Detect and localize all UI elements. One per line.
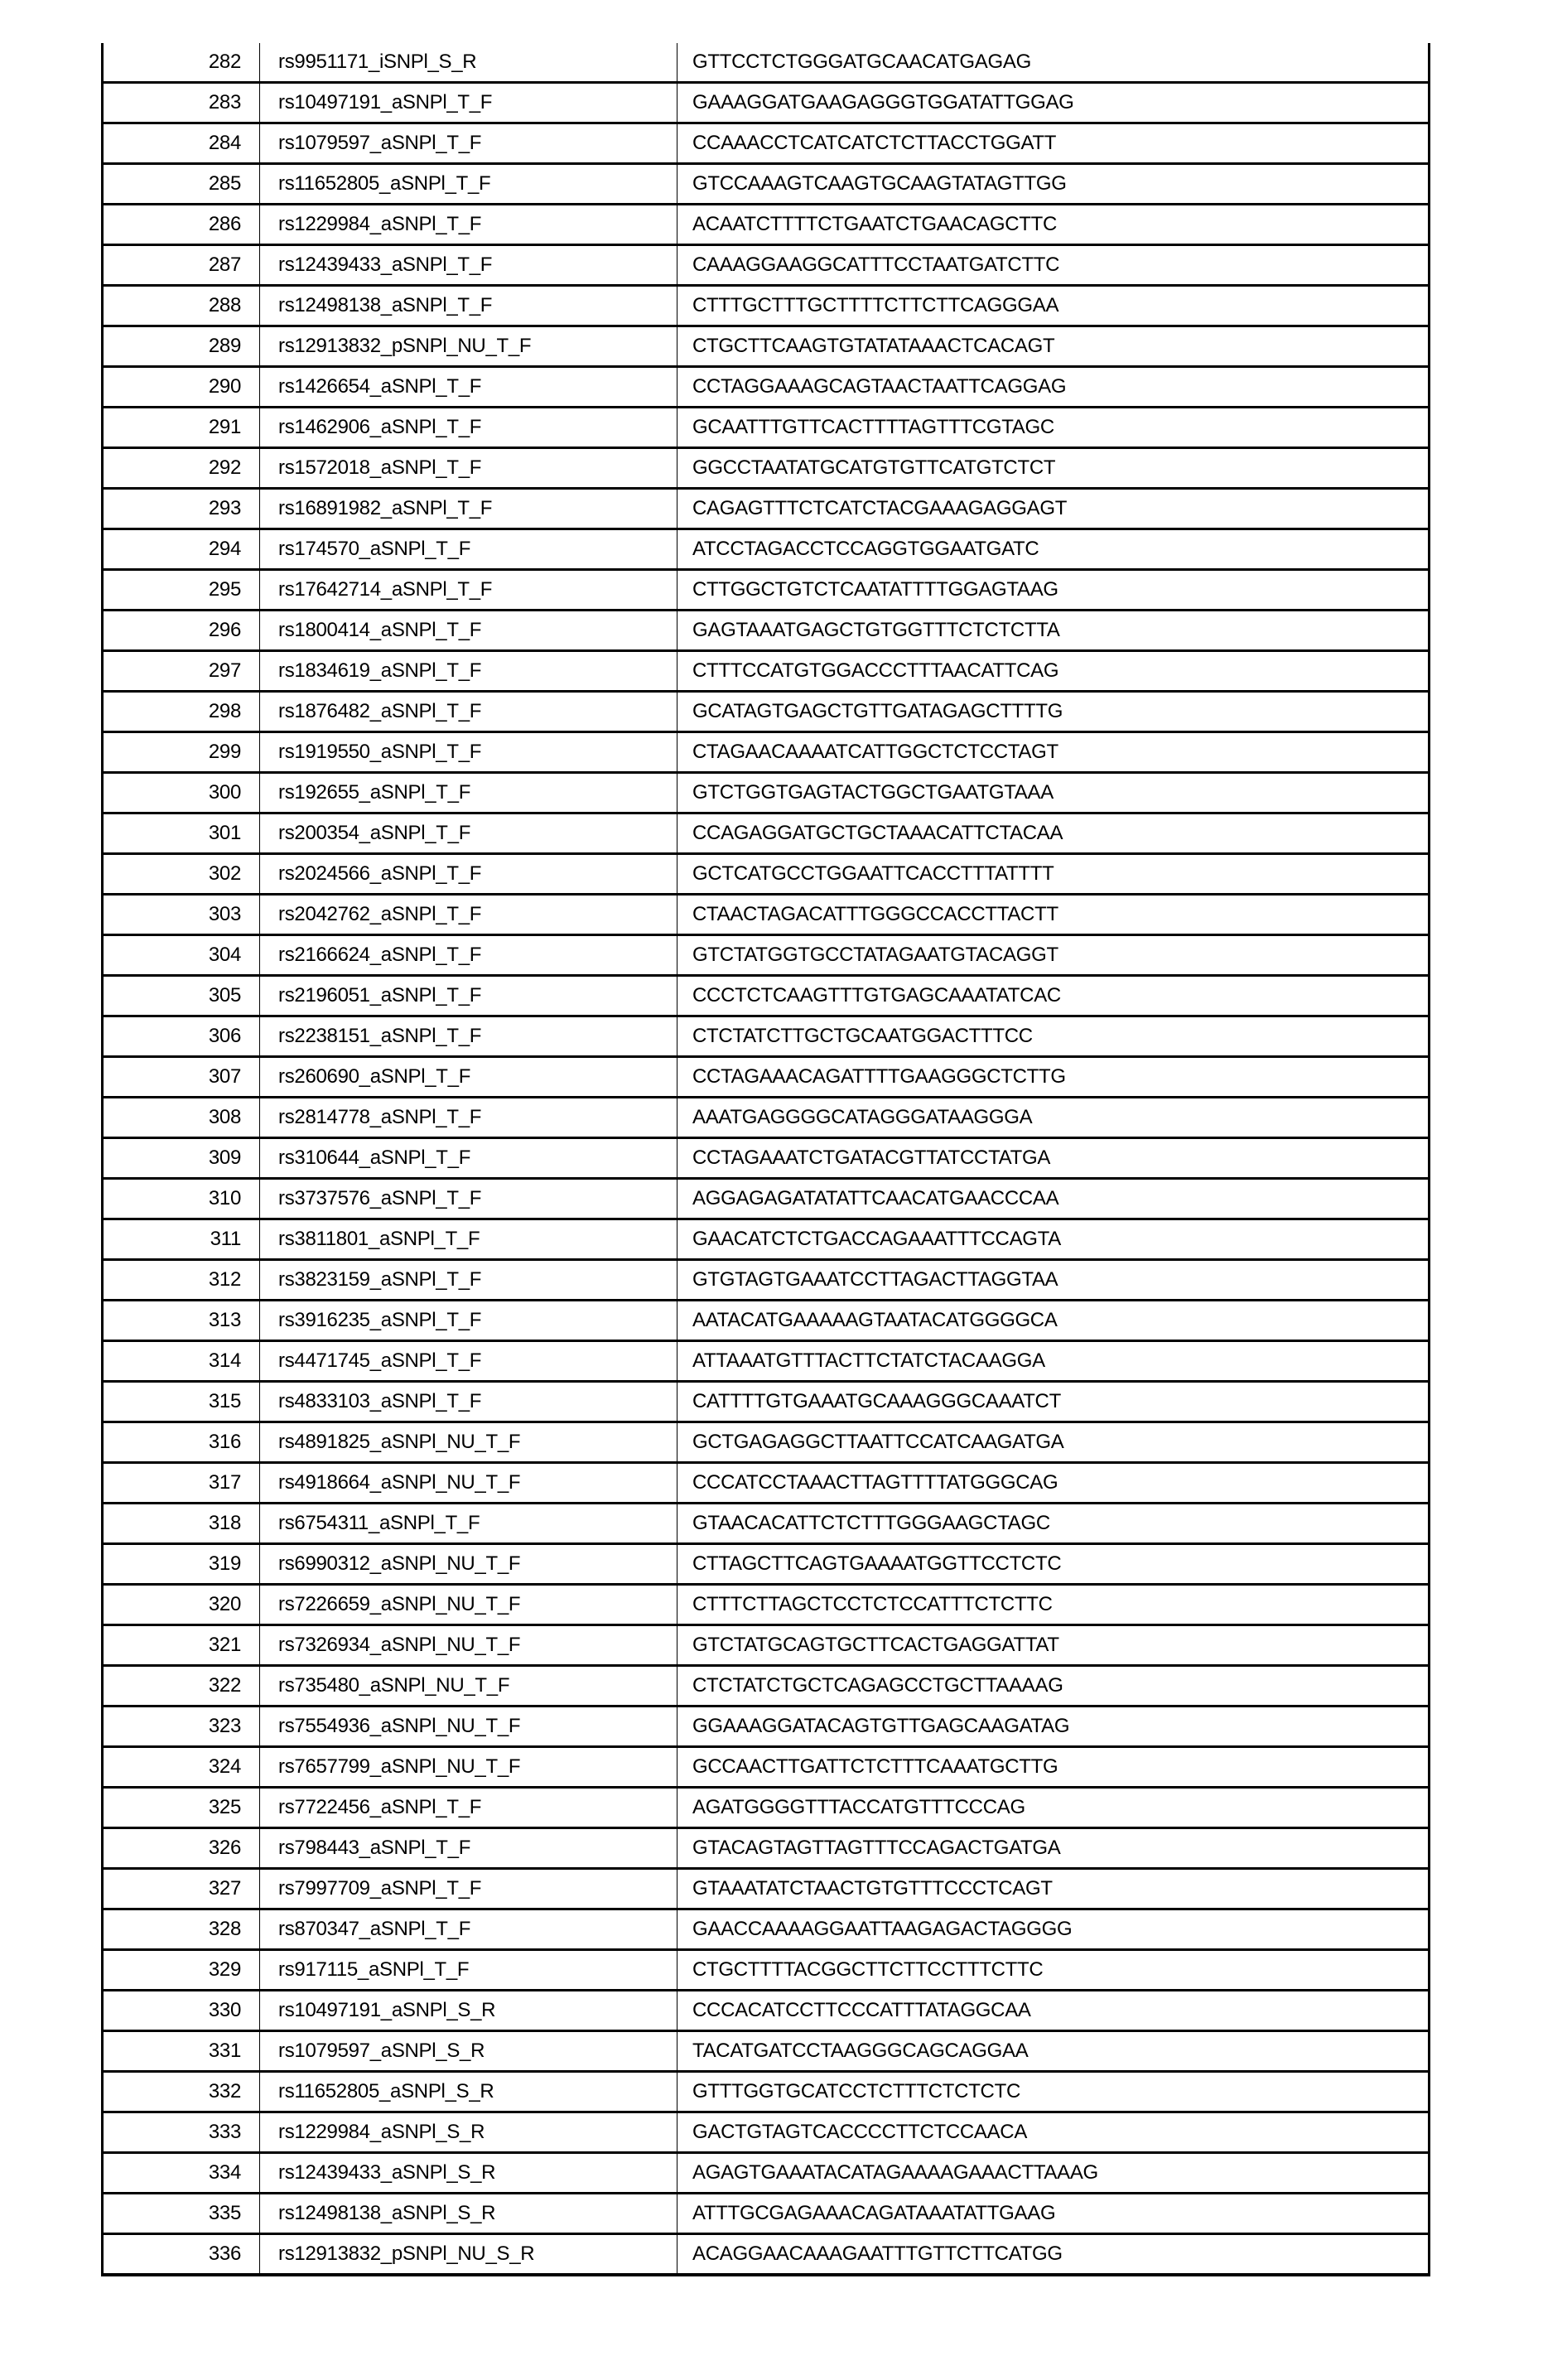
table-row — [103, 1179, 1430, 1219]
primer-table-body — [103, 43, 1430, 2275]
marker-name: rs11652805_aSNPl_T_F — [260, 164, 677, 205]
table-row — [103, 1504, 1430, 1544]
primer-sequence: GCTGAGAGGCTTAATTCCATCAAGATGA — [677, 1422, 1430, 1463]
row-number: 336 — [103, 2234, 260, 2276]
row-number: 313 — [103, 1301, 260, 1341]
marker-name: rs1079597_aSNPl_T_F — [260, 123, 677, 164]
primer-sequence: CTTTGCTTTGCTTTTCTTCTTCAGGGAA — [677, 286, 1430, 326]
table-row — [103, 1666, 1430, 1707]
marker-name: rs17642714_aSNPl_T_F — [260, 570, 677, 611]
row-number: 314 — [103, 1341, 260, 1382]
marker-name: rs1462906_aSNPl_T_F — [260, 408, 677, 448]
row-number: 334 — [103, 2153, 260, 2194]
table-row — [103, 367, 1430, 408]
primer-sequence: CTCTATCTGCTCAGAGCCTGCTTAAAAG — [677, 1666, 1430, 1707]
row-number: 323 — [103, 1707, 260, 1747]
row-number: 287 — [103, 245, 260, 286]
marker-name: rs1426654_aSNPl_T_F — [260, 367, 677, 408]
table-row — [103, 1098, 1430, 1138]
table-row — [103, 813, 1430, 854]
marker-name: rs3823159_aSNPl_T_F — [260, 1260, 677, 1301]
marker-name: rs2196051_aSNPl_T_F — [260, 976, 677, 1016]
table-row — [103, 286, 1430, 326]
marker-name: rs6754311_aSNPl_T_F — [260, 1504, 677, 1544]
primer-sequence: AATACATGAAAAAGTAATACATGGGGCA — [677, 1301, 1430, 1341]
row-number: 305 — [103, 976, 260, 1016]
marker-name: rs12439433_aSNPl_S_R — [260, 2153, 677, 2194]
primer-sequence: GCTCATGCCTGGAATTCACCTTTATTTT — [677, 854, 1430, 895]
row-number: 299 — [103, 732, 260, 773]
primer-sequence: CTAACTAGACATTTGGGCCACCTTACTT — [677, 895, 1430, 935]
primer-sequence: GCCAACTTGATTCTCTTTCAAATGCTTG — [677, 1747, 1430, 1788]
table-row — [103, 2194, 1430, 2234]
marker-name: rs870347_aSNPl_T_F — [260, 1909, 677, 1950]
row-number: 293 — [103, 489, 260, 529]
primer-sequence: GTCTGGTGAGTACTGGCTGAATGTAAA — [677, 773, 1430, 813]
table-row — [103, 1341, 1430, 1382]
marker-name: rs9951171_iSNPl_S_R — [260, 43, 677, 83]
marker-name: rs6990312_aSNPl_NU_T_F — [260, 1544, 677, 1585]
marker-name: rs174570_aSNPl_T_F — [260, 529, 677, 570]
table-row — [103, 1747, 1430, 1788]
table-row — [103, 732, 1430, 773]
row-number: 283 — [103, 83, 260, 123]
marker-name: rs917115_aSNPl_T_F — [260, 1950, 677, 1991]
row-number: 331 — [103, 2031, 260, 2072]
row-number: 303 — [103, 895, 260, 935]
primer-sequence: GTTCCTCTGGGATGCAACATGAGAG — [677, 43, 1430, 83]
row-number: 321 — [103, 1625, 260, 1666]
marker-name: rs260690_aSNPl_T_F — [260, 1057, 677, 1098]
marker-name: rs7326934_aSNPl_NU_T_F — [260, 1625, 677, 1666]
table-row — [103, 1382, 1430, 1422]
primer-sequence: CTTTCCATGTGGACCCTTTAACATTCAG — [677, 651, 1430, 692]
primer-sequence: GTTTGGTGCATCCTCTTTCTCTCTC — [677, 2072, 1430, 2112]
table-row — [103, 1544, 1430, 1585]
table-row — [103, 326, 1430, 367]
primer-sequence: GAACATCTCTGACCAGAAATTTCCAGTA — [677, 1219, 1430, 1260]
row-number: 290 — [103, 367, 260, 408]
primer-sequence: GTCTATGGTGCCTATAGAATGTACAGGT — [677, 935, 1430, 976]
table-row — [103, 1909, 1430, 1950]
table-row — [103, 1869, 1430, 1909]
table-row — [103, 1422, 1430, 1463]
row-number: 320 — [103, 1585, 260, 1625]
table-row — [103, 2153, 1430, 2194]
primer-sequence: GGAAAGGATACAGTGTTGAGCAAGATAG — [677, 1707, 1430, 1747]
table-row — [103, 245, 1430, 286]
primer-sequence: ACAGGAACAAAGAATTTGTTCTTCATGG — [677, 2234, 1430, 2276]
marker-name: rs3737576_aSNPl_T_F — [260, 1179, 677, 1219]
table-row — [103, 570, 1430, 611]
row-number: 327 — [103, 1869, 260, 1909]
marker-name: rs7657799_aSNPl_NU_T_F — [260, 1747, 677, 1788]
table-row — [103, 1625, 1430, 1666]
row-number: 307 — [103, 1057, 260, 1098]
primer-sequence: ATCCTAGACCTCCAGGTGGAATGATC — [677, 529, 1430, 570]
primer-sequence: GTGTAGTGAAATCCTTAGACTTAGGTAA — [677, 1260, 1430, 1301]
primer-sequence: AAATGAGGGGCATAGGGATAAGGGA — [677, 1098, 1430, 1138]
primer-sequence: GCAATTTGTTCACTTTTAGTTTCGTAGC — [677, 408, 1430, 448]
table-row — [103, 854, 1430, 895]
row-number: 298 — [103, 692, 260, 732]
primer-sequence: CTGCTTTTACGGCTTCTTCCTTTCTTC — [677, 1950, 1430, 1991]
primer-sequence: CTGCTTCAAGTGTATATAAACTCACAGT — [677, 326, 1430, 367]
primer-table — [101, 43, 1430, 2276]
table-row — [103, 651, 1430, 692]
row-number: 310 — [103, 1179, 260, 1219]
marker-name: rs1079597_aSNPl_S_R — [260, 2031, 677, 2072]
table-row — [103, 1301, 1430, 1341]
row-number: 324 — [103, 1747, 260, 1788]
marker-name: rs7226659_aSNPl_NU_T_F — [260, 1585, 677, 1625]
primer-sequence: AGGAGAGATATATTCAACATGAACCCAA — [677, 1179, 1430, 1219]
marker-name: rs1800414_aSNPl_T_F — [260, 611, 677, 651]
row-number: 284 — [103, 123, 260, 164]
row-number: 309 — [103, 1138, 260, 1179]
table-row — [103, 1463, 1430, 1504]
table-row — [103, 448, 1430, 489]
row-number: 332 — [103, 2072, 260, 2112]
row-number: 317 — [103, 1463, 260, 1504]
row-number: 292 — [103, 448, 260, 489]
row-number: 296 — [103, 611, 260, 651]
table-row — [103, 1991, 1430, 2031]
marker-name: rs310644_aSNPl_T_F — [260, 1138, 677, 1179]
table-row — [103, 935, 1430, 976]
row-number: 306 — [103, 1016, 260, 1057]
primer-sequence: CCTAGAAACAGATTTTGAAGGGCTCTTG — [677, 1057, 1430, 1098]
primer-sequence: GTAAATATCTAACTGTGTTTCCCTCAGT — [677, 1869, 1430, 1909]
row-number: 333 — [103, 2112, 260, 2153]
row-number: 288 — [103, 286, 260, 326]
table-row — [103, 1138, 1430, 1179]
row-number: 326 — [103, 1828, 260, 1869]
marker-name: rs4891825_aSNPl_NU_T_F — [260, 1422, 677, 1463]
primer-sequence: CAAAGGAAGGCATTTCCTAATGATCTTC — [677, 245, 1430, 286]
marker-name: rs7554936_aSNPl_NU_T_F — [260, 1707, 677, 1747]
marker-name: rs798443_aSNPl_T_F — [260, 1828, 677, 1869]
table-row — [103, 2112, 1430, 2153]
row-number: 282 — [103, 43, 260, 83]
table-row — [103, 43, 1430, 83]
primer-sequence: GAAAGGATGAAGAGGGTGGATATTGGAG — [677, 83, 1430, 123]
primer-sequence: GACTGTAGTCACCCCTTCTCCAACA — [677, 2112, 1430, 2153]
marker-name: rs12913832_pSNPl_NU_T_F — [260, 326, 677, 367]
row-number: 301 — [103, 813, 260, 854]
table-row — [103, 123, 1430, 164]
table-row — [103, 1788, 1430, 1828]
primer-sequence: ACAATCTTTTCTGAATCTGAACAGCTTC — [677, 205, 1430, 245]
marker-name: rs2166624_aSNPl_T_F — [260, 935, 677, 976]
primer-sequence: GAACCAAAAGGAATTAAGAGACTAGGGG — [677, 1909, 1430, 1950]
row-number: 308 — [103, 1098, 260, 1138]
row-number: 312 — [103, 1260, 260, 1301]
table-row — [103, 1057, 1430, 1098]
table-row — [103, 1016, 1430, 1057]
primer-sequence: ATTAAATGTTTACTTCTATCTACAAGGA — [677, 1341, 1430, 1382]
primer-sequence: CTTGGCTGTCTCAATATTTTGGAGTAAG — [677, 570, 1430, 611]
marker-name: rs735480_aSNPl_NU_T_F — [260, 1666, 677, 1707]
table-row — [103, 205, 1430, 245]
marker-name: rs4471745_aSNPl_T_F — [260, 1341, 677, 1382]
table-row — [103, 1828, 1430, 1869]
marker-name: rs4918664_aSNPl_NU_T_F — [260, 1463, 677, 1504]
primer-sequence: CCCACATCCTTCCCATTTATAGGCAA — [677, 1991, 1430, 2031]
primer-sequence: CTAGAACAAAATCATTGGCTCTCCTAGT — [677, 732, 1430, 773]
marker-name: rs12498138_aSNPl_T_F — [260, 286, 677, 326]
table-row — [103, 2234, 1430, 2276]
row-number: 304 — [103, 935, 260, 976]
marker-name: rs1834619_aSNPl_T_F — [260, 651, 677, 692]
marker-name: rs7722456_aSNPl_T_F — [260, 1788, 677, 1828]
row-number: 316 — [103, 1422, 260, 1463]
row-number: 300 — [103, 773, 260, 813]
row-number: 318 — [103, 1504, 260, 1544]
marker-name: rs2238151_aSNPl_T_F — [260, 1016, 677, 1057]
table-row — [103, 2072, 1430, 2112]
row-number: 295 — [103, 570, 260, 611]
row-number: 302 — [103, 854, 260, 895]
primer-sequence: AGATGGGGTTTACCATGTTTCCCAG — [677, 1788, 1430, 1828]
row-number: 325 — [103, 1788, 260, 1828]
marker-name: rs10497191_aSNPl_S_R — [260, 1991, 677, 2031]
table-row — [103, 83, 1430, 123]
table-row — [103, 611, 1430, 651]
row-number: 328 — [103, 1909, 260, 1950]
marker-name: rs2024566_aSNPl_T_F — [260, 854, 677, 895]
table-row — [103, 1585, 1430, 1625]
marker-name: rs1229984_aSNPl_S_R — [260, 2112, 677, 2153]
table-row — [103, 976, 1430, 1016]
marker-name: rs1919550_aSNPl_T_F — [260, 732, 677, 773]
row-number: 329 — [103, 1950, 260, 1991]
marker-name: rs3916235_aSNPl_T_F — [260, 1301, 677, 1341]
row-number: 294 — [103, 529, 260, 570]
marker-name: rs12498138_aSNPl_S_R — [260, 2194, 677, 2234]
marker-name: rs1229984_aSNPl_T_F — [260, 205, 677, 245]
marker-name: rs3811801_aSNPl_T_F — [260, 1219, 677, 1260]
primer-sequence: AGAGTGAAATACATAGAAAAGAAACTTAAAG — [677, 2153, 1430, 2194]
primer-sequence: CATTTTGTGAAATGCAAAGGGCAAATCT — [677, 1382, 1430, 1422]
primer-sequence: GCATAGTGAGCTGTTGATAGAGCTTTTG — [677, 692, 1430, 732]
primer-sequence: TACATGATCCTAAGGGCAGCAGGAA — [677, 2031, 1430, 2072]
row-number: 297 — [103, 651, 260, 692]
marker-name: rs1572018_aSNPl_T_F — [260, 448, 677, 489]
primer-sequence: CTTTCTTAGCTCCTCTCCATTTCTCTTC — [677, 1585, 1430, 1625]
table-row — [103, 164, 1430, 205]
table-row — [103, 1219, 1430, 1260]
row-number: 315 — [103, 1382, 260, 1422]
primer-sequence: CCTAGGAAAGCAGTAACTAATTCAGGAG — [677, 367, 1430, 408]
table-row — [103, 1707, 1430, 1747]
table-row — [103, 2031, 1430, 2072]
row-number: 289 — [103, 326, 260, 367]
primer-sequence: GTCCAAAGTCAAGTGCAAGTATAGTTGG — [677, 164, 1430, 205]
row-number: 311 — [103, 1219, 260, 1260]
row-number: 319 — [103, 1544, 260, 1585]
table-row — [103, 1950, 1430, 1991]
primer-sequence: CCCTCTCAAGTTTGTGAGCAAATATCAC — [677, 976, 1430, 1016]
primer-sequence: ATTTGCGAGAAACAGATAAATATTGAAG — [677, 2194, 1430, 2234]
marker-name: rs200354_aSNPl_T_F — [260, 813, 677, 854]
primer-sequence: CTCTATCTTGCTGCAATGGACTTTCC — [677, 1016, 1430, 1057]
marker-name: rs192655_aSNPl_T_F — [260, 773, 677, 813]
table-row — [103, 529, 1430, 570]
table-row — [103, 895, 1430, 935]
primer-sequence: CCAAACCTCATCATCTCTTACCTGGATT — [677, 123, 1430, 164]
primer-sequence: CCTAGAAATCTGATACGTTATCCTATGA — [677, 1138, 1430, 1179]
row-number: 285 — [103, 164, 260, 205]
marker-name: rs12439433_aSNPl_T_F — [260, 245, 677, 286]
table-row — [103, 408, 1430, 448]
marker-name: rs11652805_aSNPl_S_R — [260, 2072, 677, 2112]
marker-name: rs10497191_aSNPl_T_F — [260, 83, 677, 123]
primer-sequence: GGCCTAATATGCATGTGTTCATGTCTCT — [677, 448, 1430, 489]
table-row — [103, 692, 1430, 732]
primer-sequence: CTTAGCTTCAGTGAAAATGGTTCCTCTC — [677, 1544, 1430, 1585]
primer-sequence: GTAACACATTCTCTTTGGGAAGCTAGC — [677, 1504, 1430, 1544]
marker-name: rs1876482_aSNPl_T_F — [260, 692, 677, 732]
primer-sequence: GAGTAAATGAGCTGTGGTTTCTCTCTTA — [677, 611, 1430, 651]
marker-name: rs12913832_pSNPl_NU_S_R — [260, 2234, 677, 2276]
row-number: 335 — [103, 2194, 260, 2234]
marker-name: rs16891982_aSNPl_T_F — [260, 489, 677, 529]
row-number: 330 — [103, 1991, 260, 2031]
table-row — [103, 489, 1430, 529]
primer-sequence: CAGAGTTTCTCATCTACGAAAGAGGAGT — [677, 489, 1430, 529]
row-number: 291 — [103, 408, 260, 448]
row-number: 322 — [103, 1666, 260, 1707]
table-row — [103, 1260, 1430, 1301]
primer-sequence: GTCTATGCAGTGCTTCACTGAGGATTAT — [677, 1625, 1430, 1666]
row-number: 286 — [103, 205, 260, 245]
primer-sequence: GTACAGTAGTTAGTTTCCAGACTGATGA — [677, 1828, 1430, 1869]
primer-sequence: CCCATCCTAAACTTAGTTTTATGGGCAG — [677, 1463, 1430, 1504]
marker-name: rs7997709_aSNPl_T_F — [260, 1869, 677, 1909]
primer-sequence: CCAGAGGATGCTGCTAAACATTCTACAA — [677, 813, 1430, 854]
marker-name: rs4833103_aSNPl_T_F — [260, 1382, 677, 1422]
table-row — [103, 773, 1430, 813]
marker-name: rs2042762_aSNPl_T_F — [260, 895, 677, 935]
marker-name: rs2814778_aSNPl_T_F — [260, 1098, 677, 1138]
